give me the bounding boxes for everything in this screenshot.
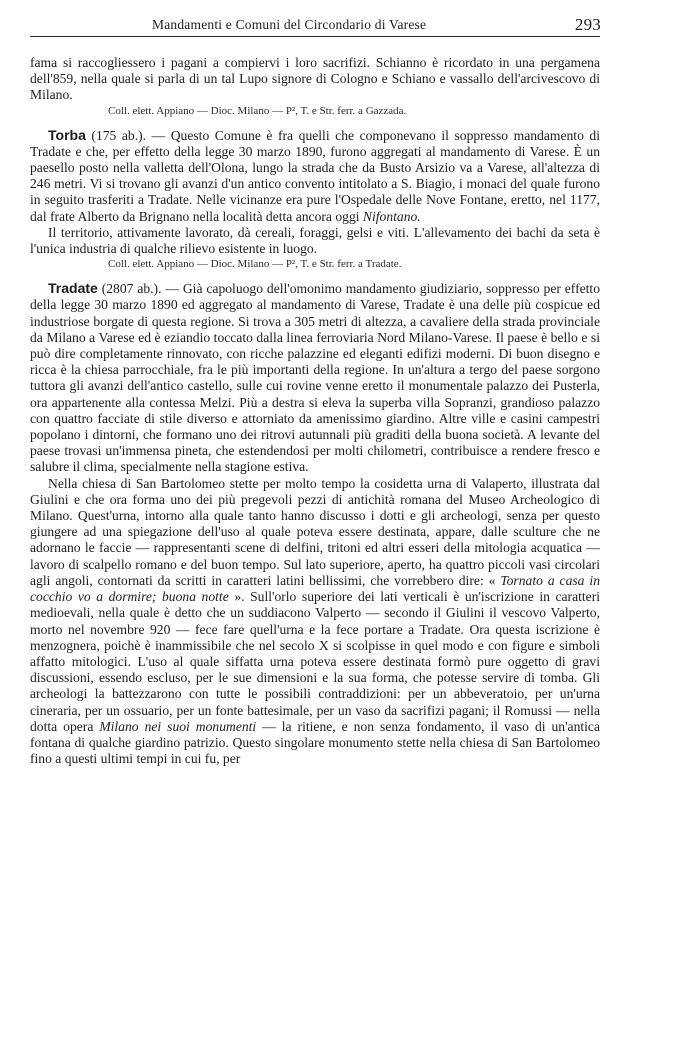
electoral-note-torba: Coll. elett. Appiano — Dioc. Milano — P², T. e Str. ferr. a Tradate. <box>108 258 402 271</box>
electoral-note-schianno: Coll. elett. Appiano — Dioc. Milano — P², T. e Str. ferr. a Gazzada. <box>108 104 407 117</box>
document-page <box>30 14 600 767</box>
page-number: 293 <box>574 15 601 34</box>
paragraph-schianno-end: fama si raccogliessero i pagani a compiervi i loro sacrifizi. Schianno è ricordato in una pergamena dell'859, nella quale si parla di un tal Lupo signore di Cologno e Schiano e vassallo dell'arcivescovo di Milano. <box>30 55 600 103</box>
entry-torba: Torba (175 ab.). — Questo Comune è fra quelli che componevano il soppresso mandamento di Tradate e che, per effetto della legge 30 marzo 1890, furono aggregati al mandamento di Varese. È un paesello posto nella valletta dell'Olona, lungo la strada che da Busto Arsizio va a Varese, all'altezza di 246 metri. Vi si trovano gli avanzi d'un antico convento intitolato a S. Biagio, i monaci del quale furono in seguito trasferiti a Tradate. Nelle vicinanze era pure l'Ospedale delle Nove Fontane, eretto, nel 1177, dal frate Alberto da Brignano nella località detta ancora oggi Nifontano. <box>30 126 600 224</box>
paragraph-tradate-urn: Nella chiesa di San Bartolomeo stette per molto tempo la cosidetta urna di Valaperto, illustrata dal Giulini e che ora forma uno dei più pregevoli pezzi di antichità romana del Museo Archeologico di Milano. Quest'urna, intorno alla quale tanto hanno discusso i dotti e gli archeologi, senza per questo giungere ad una spiegazione dell'uso al quale poteva essere destinata, appare, dalle sculture che ne adornano le faccie — rappresentanti scene di delfini, tritoni ed altri esseri della mitologia acquatica — lavoro di scalpello romano e del buon tempo. Sul lato superiore, aperto, ha quattro piccoli vasi circolari agli angoli, contornati da scritti in caratteri latini bellissimi, che vorrebbero dire: « Tornato a casa in cocchio vo a dormire; buona notte ». Sull'orlo superiore dei lati verticali è un'iscrizione in caratteri medioevali, nella quale è detto che un suddiacono Valperto — secondo il Giulini il vescovo Valperto, morto nel novembre 920 — fece fare quell'urna e la fece portare a Tradate. Ora questa iscrizione è menzognera, poichè è inammissibile che nel secolo X si scolpisse in quel modo e con figure e simboli affatto mitologici. L'uso al quale siffatta urna poteva essere destinata formò pure oggetto di gravi discussioni, essendo escluso, per le sue dimensioni e la sua forma, che potesse servire di tomba. Gli archeologi la battezzarono con tutte le possibili contraddizioni: per un abbeveratoio, per un'urna cineraria, per un ossuario, per un fonte battesimale, per un vaso da sacrifizi pagani; il Romussi — nella dotta opera Milano nei suoi monumenti — la ritiene, e non senza fondamento, il vaso di un'antica fontana di qualche giardino patrizio. Questo singolare monumento stette nella chiesa di San Bartolomeo fino a questi ultimi tempi in cui fu, per <box>30 475 600 767</box>
entry-name-torba: Torba <box>48 126 86 143</box>
running-title: Mandamenti e Comuni del Circondario di Varese <box>152 17 427 32</box>
population-tradate: (2807 ab.). <box>101 281 162 297</box>
paragraph-torba-territory: Il territorio, attivamente lavorato, dà cereali, foraggi, gelsi e viti. L'allevamento dei bachi da seta è l'unica industria di qualche rilievo esistente in luogo. <box>30 224 600 257</box>
page-body <box>30 55 600 767</box>
population-torba: (175 ab.). <box>91 127 147 143</box>
running-header <box>30 14 600 37</box>
entry-tradate: Tradate (2807 ab.). — Già capoluogo dell'omonimo mandamento giudiziario, soppresso per effetto della legge 30 marzo 1890 ed aggregato al mandamento di Varese, Tradate è una delle più cospicue ed industriose borgate di questa regione. Si trova a 305 metri di altezza, a cavaliere della strada provinciale da Milano a Varese ed è eziandio toccato dalla linea ferroviaria Nord Milano-Varese. Il paese è bello e si può dire completamente rinnovato, con ricche palazzine ed eleganti edifizi moderni. Di buon disegno e ricca è la chiesa parrocchiale, fra le più importanti della regione. In un'altura a tergo del paese sorgono tuttora gli avanzi dell'antico castello, sulle cui rovine venne eretto il monumentale palazzo dei Pusterla, ora appartenente alla contessa Melzi. Più a destra si eleva la superba villa Sopranzi, grandioso palazzo con quattro facciate di stile diverso e attorniato da amenissimo giardino. Altre ville e casini campestri popolano i dintorni, che formano uno dei ritrovi autunnali più graditi della buona società. A levante del paese trovasi un'immensa pineta, che estendendosi per molti chilometri, contribuisce a rendere fresco e salubre il clima, specialmente nella stagione estiva. <box>30 280 600 475</box>
entry-name-tradate: Tradate <box>48 280 98 297</box>
